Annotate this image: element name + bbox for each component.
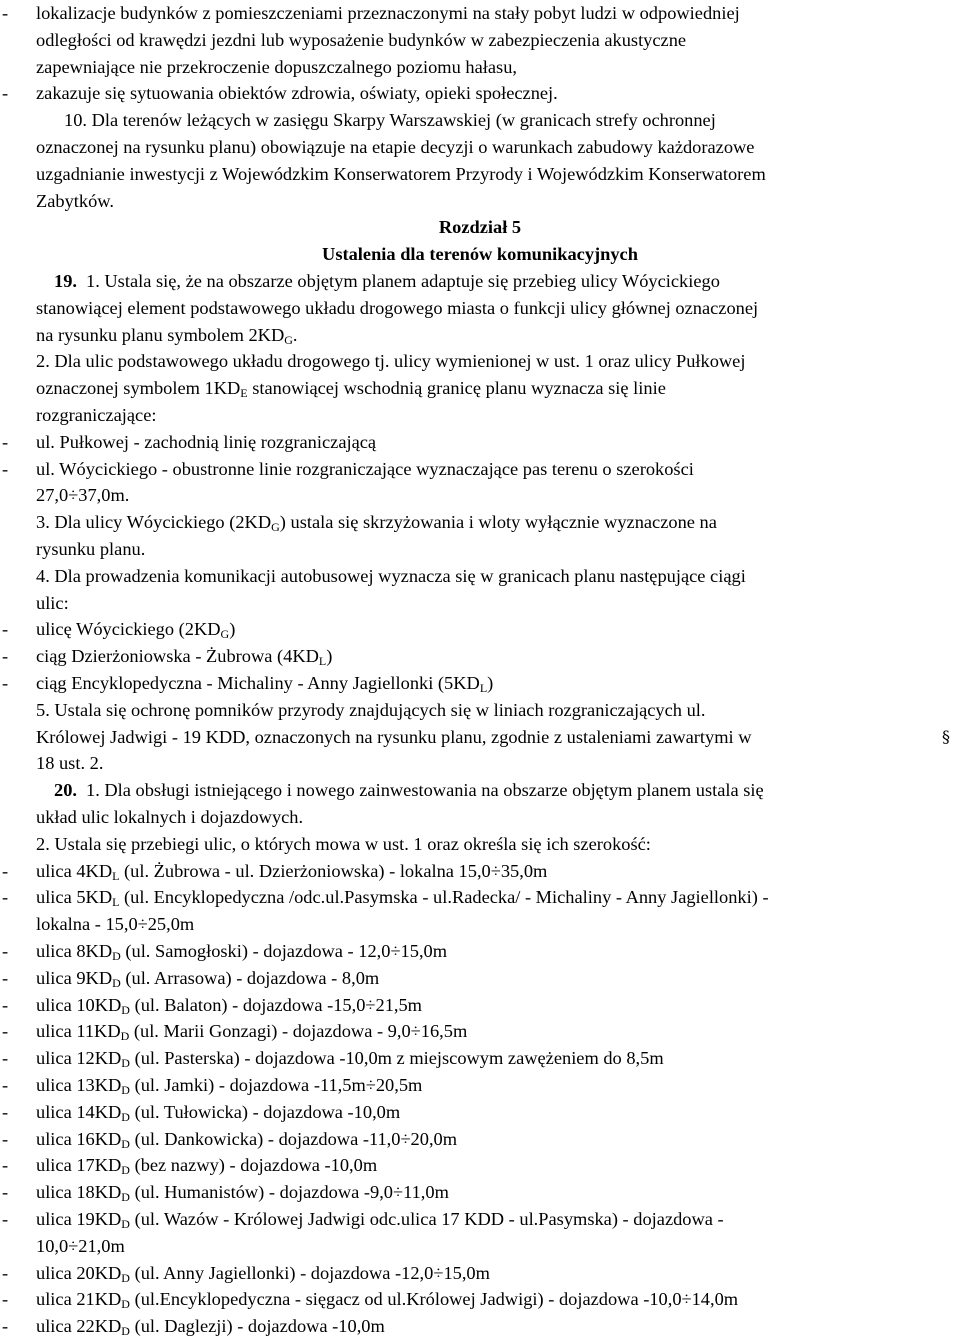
street-entry-subscript: D xyxy=(121,1297,130,1312)
symbol-text-tail: stanowiącej wschodnią granicę planu wyznacza się linie xyxy=(247,378,666,399)
symbol-text-subscript: L xyxy=(318,654,327,669)
street-list-item xyxy=(0,1286,960,1313)
street-list-item xyxy=(0,938,960,965)
list-dash: - xyxy=(2,1101,9,1122)
street-entry-subscript: L xyxy=(112,895,120,910)
symbol-text-subscript: E xyxy=(240,386,248,401)
street-entry xyxy=(36,858,547,885)
text-line xyxy=(0,509,960,536)
list-dash: - xyxy=(2,458,9,479)
street-entry-text: ulica 18KD xyxy=(36,1182,122,1203)
list-dash: - xyxy=(2,1048,9,1069)
street-entry-tail: (ul. Anny Jagiellonki) - dojazdowa -12,0÷15,0m xyxy=(129,1262,490,1283)
list-dash: - xyxy=(2,1021,9,1042)
symbol-text-subscript: G xyxy=(220,627,230,642)
street-list-item xyxy=(0,1179,960,1206)
text-line xyxy=(0,295,960,322)
street-entry-text: ulica 12KD xyxy=(36,1048,122,1069)
symbol-text-subscript: L xyxy=(479,681,488,695)
list-dash: - xyxy=(2,1075,9,1095)
street-entry xyxy=(36,1179,449,1206)
street-entry-tail: (ul. Marii Gonzagi) - dojazdowa - 9,0÷16,5m xyxy=(129,1021,468,1042)
line-text: rysunku planu. xyxy=(36,539,146,559)
street-entry xyxy=(36,1045,664,1072)
street-list-item xyxy=(0,1152,960,1179)
text-line xyxy=(0,831,960,858)
text-line xyxy=(0,27,960,54)
line-text: 10. Dla terenów leżących w zasięgu Skarpy Warszawskiej (w granicach strefy ochronnej xyxy=(64,110,716,131)
list-dash: - xyxy=(2,1262,9,1283)
text-line xyxy=(0,643,960,670)
street-entry-subscript: D xyxy=(121,1270,130,1285)
text-line xyxy=(0,804,960,831)
line-text: 1. Ustala się, że na obszarze objętym planem adaptuje się przebieg ulicy Wóycickiego xyxy=(86,271,720,291)
paragraph-number: 20. xyxy=(54,780,77,801)
street-entry-text: ulica 9KD xyxy=(36,967,113,988)
street-entry xyxy=(36,965,379,992)
street-list-item xyxy=(0,1072,960,1099)
text-line xyxy=(0,402,960,429)
text-line xyxy=(0,456,960,483)
line-text: stanowiącej element podstawowego układu drogowego miasta o funkcji ulicy głównej oznaczonej xyxy=(36,297,759,318)
symbol-text xyxy=(36,643,332,670)
list-dash: - xyxy=(2,1128,9,1149)
text-line xyxy=(0,322,960,349)
line-text: ulic: xyxy=(36,592,69,613)
street-entry-subscript: D xyxy=(121,1056,130,1071)
street-entry-text: ulica 10KD xyxy=(36,994,122,1015)
street-entry-tail: (ul. Żubrowa - ul. Dzierżoniowska) - lokalna 15,0÷35,0m xyxy=(119,860,548,881)
section-symbol: § xyxy=(942,726,950,746)
line-text: układ ulic lokalnych i dojazdowych. xyxy=(36,807,304,827)
line-text: zakazuje się sytuowania obiektów zdrowia, oświaty, opieki społecznej. xyxy=(36,83,558,104)
street-entry xyxy=(36,1072,422,1099)
line-text: ul. Pułkowej - zachodnią linię rozgraniczającą xyxy=(36,431,377,452)
text-line xyxy=(0,563,960,590)
street-entry xyxy=(36,1126,457,1153)
list-dash: - xyxy=(2,994,9,1015)
line-text: Królowej Jadwigi - 19 KDD, oznaczonych na rysunku planu, zgodnie z ustaleniami zawartymi w xyxy=(36,726,752,747)
symbol-text xyxy=(36,670,493,697)
text-line xyxy=(0,482,960,509)
text-line xyxy=(0,616,960,643)
symbol-text xyxy=(36,616,235,643)
list-dash: - xyxy=(2,673,9,693)
line-text: Zabytków. xyxy=(36,190,114,211)
line-text: odległości od krawędzi jezdni lub wyposażenie budynków w zabezpieczenia akustyczne xyxy=(36,29,687,50)
street-list-item xyxy=(0,858,960,885)
text-line xyxy=(0,348,960,375)
street-entry-text: ulica 11KD xyxy=(36,1021,121,1042)
street-entry-text: ulica 21KD xyxy=(36,1289,122,1310)
text-line xyxy=(0,0,960,27)
street-entry-tail: (ul. Samogłoski) - dojazdowa - 12,0÷15,0m xyxy=(120,941,448,961)
street-entry xyxy=(36,1260,490,1287)
street-entry xyxy=(36,938,447,965)
street-entry-subscript: D xyxy=(120,1029,130,1044)
list-dash: - xyxy=(2,619,9,640)
street-list-item xyxy=(0,884,960,911)
street-entry xyxy=(36,992,422,1019)
line-text: 18 ust. 2. xyxy=(36,753,104,774)
street-entry-subscript: D xyxy=(121,1109,130,1124)
list-dash: - xyxy=(2,1316,9,1337)
list-dash: - xyxy=(2,3,9,23)
street-entry-tail: (ul. Tułowicka) - dojazdowa -10,0m xyxy=(129,1101,401,1122)
symbol-text-tail: ) ustala się skrzyżowania i wloty wyłącznie wyznaczone na xyxy=(279,512,717,533)
symbol-text-tail: ) xyxy=(326,646,333,667)
line-text: ul. Wóycickiego - obustronne linie rozgraniczające wyznaczające pas terenu o szerokości xyxy=(36,458,694,479)
street-entry xyxy=(36,1206,724,1233)
symbol-text-tail: . xyxy=(292,324,298,345)
list-dash: - xyxy=(2,83,9,104)
symbol-text-tail: ) xyxy=(229,619,236,640)
street-list-item xyxy=(0,1099,960,1126)
street-entry-text: ulica 8KD xyxy=(36,941,113,961)
symbol-text-text: ciąg Dzierżoniowska - Żubrowa (4KD xyxy=(36,646,319,667)
symbol-text-text: ciąg Encyklopedyczna - Michaliny - Anny Jagiellonki (5KD xyxy=(36,673,480,693)
line-text: 2. Dla ulic podstawowego układu drogowego tj. ulicy wymienionej w ust. 1 oraz ulicy Pułkowej xyxy=(36,351,746,372)
street-entry-tail: (ul. Jamki) - dojazdowa -11,5m÷20,5m xyxy=(129,1075,423,1095)
text-line xyxy=(0,670,960,697)
street-entry-subscript: D xyxy=(112,949,121,963)
symbol-text-subscript: G xyxy=(284,332,293,347)
street-entry-text: ulica 5KD xyxy=(36,887,113,908)
street-entry-tail: (ul. Balaton) - dojazdowa -15,0÷21,5m xyxy=(129,994,422,1015)
line-text: lokalna - 15,0÷25,0m xyxy=(36,914,195,935)
street-entry-text: ulica 19KD xyxy=(36,1209,122,1229)
symbol-text-text: ulicę Wóycickiego (2KD xyxy=(36,619,221,640)
street-list-item xyxy=(0,1018,960,1045)
street-entry-text: ulica 22KD xyxy=(36,1316,122,1337)
text-line xyxy=(0,697,960,724)
street-entry-text: ulica 4KD xyxy=(36,860,113,881)
street-list-item xyxy=(0,1260,960,1287)
paragraph-20-line xyxy=(0,777,960,804)
street-entry-tail: (ul. Pasterska) - dojazdowa -10,0m z miejscowym zawężeniem do 8,5m xyxy=(129,1048,664,1069)
list-dash: - xyxy=(2,967,9,988)
street-entry xyxy=(36,884,769,911)
street-entry-subscript: D xyxy=(112,975,121,990)
symbol-text-text: na rysunku planu symbolem 2KD xyxy=(36,324,285,345)
line-text: 1. Dla obsługi istniejącego i nowego zainwestowania na obszarze objętym planem ustala się xyxy=(86,780,764,801)
street-entry-text: ulica 16KD xyxy=(36,1128,122,1149)
street-entry-tail: (ul. Wazów - Królowej Jadwigi odc.ulica 17 KDD - ul.Pasymska) - dojazdowa - xyxy=(129,1209,724,1229)
street-list-item xyxy=(0,992,960,1019)
list-dash: - xyxy=(2,887,9,908)
street-entry-subscript: D xyxy=(121,1136,130,1151)
line-text: 27,0÷37,0m. xyxy=(36,485,130,506)
symbol-text xyxy=(36,322,298,349)
street-list-item-continuation xyxy=(0,1233,960,1260)
street-entry xyxy=(36,1313,385,1340)
street-entry-subscript: D xyxy=(121,1190,130,1205)
symbol-text-subscript: G xyxy=(271,520,280,535)
street-entry xyxy=(36,1152,377,1179)
text-line xyxy=(0,80,960,107)
street-entry-text: ulica 13KD xyxy=(36,1075,122,1095)
street-entry-tail: (ul. Arrasowa) - dojazdowa - 8,0m xyxy=(120,967,380,988)
street-list-item xyxy=(0,1126,960,1153)
street-entry-tail: (ul.Encyklopedyczna - sięgacz od ul.Królowej Jadwigi) - dojazdowa -10,0÷14,0m xyxy=(129,1289,739,1310)
street-entry-tail: (ul. Encyklopedyczna /odc.ul.Pasymska - ul.Radecka/ - Michaliny - Anny Jagiellonki) - xyxy=(119,887,769,908)
list-dash: - xyxy=(2,1155,9,1176)
chapter-title: Rozdział 5 xyxy=(438,217,522,238)
street-list-item xyxy=(0,965,960,992)
paragraph-19-line xyxy=(0,268,960,295)
paragraph-number: 19. xyxy=(54,271,77,291)
symbol-text-text: 3. Dla ulicy Wóycickiego (2KD xyxy=(36,512,272,533)
line-text: lokalizacje budynków z pomieszczeniami przeznaczonymi na stały pobyt ludzi w odpowiedniej xyxy=(36,3,740,23)
street-entry-tail: (ul. Daglezji) - dojazdowa -10,0m xyxy=(129,1316,385,1337)
list-dash: - xyxy=(2,1289,9,1310)
line-text: rozgraniczające: xyxy=(36,405,157,425)
text-line xyxy=(0,536,960,563)
list-dash: - xyxy=(2,646,9,667)
text-line xyxy=(0,54,960,81)
street-entry-subscript: D xyxy=(121,1002,130,1017)
list-dash: - xyxy=(2,1182,9,1203)
text-line xyxy=(0,590,960,617)
symbol-text-text: oznaczonej symbolem 1KD xyxy=(36,378,241,399)
street-list-item-continuation xyxy=(0,911,960,938)
list-dash: - xyxy=(2,1209,9,1229)
line-text: zapewniające nie przekroczenie dopuszczalnego poziomu hałasu, xyxy=(36,56,517,77)
line-text: oznaczonej na rysunku planu) obowiązuje na etapie decyzji o warunkach zabudowy każdorazowe xyxy=(36,137,755,157)
line-text: 10,0÷21,0m xyxy=(36,1235,125,1256)
line-text: 2. Ustala się przebiegi ulic, o których mowa w ust. 1 oraz określa się ich szerokość: xyxy=(36,833,651,854)
text-line xyxy=(0,750,960,777)
line-text: 5. Ustala się ochronę pomników przyrody znajdujących się w liniach rozgraniczających ul. xyxy=(36,699,706,720)
street-entry-text: ulica 17KD xyxy=(36,1155,122,1176)
text-line xyxy=(0,107,960,134)
symbol-text xyxy=(36,509,717,536)
street-entry-subscript: D xyxy=(121,1217,130,1231)
street-entry-subscript: D xyxy=(121,1324,130,1339)
street-entry xyxy=(36,1099,400,1126)
text-line xyxy=(0,161,960,188)
symbol-text-tail: ) xyxy=(487,673,494,693)
street-entry-subscript: D xyxy=(121,1083,130,1097)
line-text: 4. Dla prowadzenia komunikacji autobusowej wyznacza się w granicach planu następujące ciągi xyxy=(36,565,746,586)
street-list-item xyxy=(0,1206,960,1233)
street-entry-subscript: D xyxy=(121,1163,130,1178)
street-entry xyxy=(36,1286,738,1313)
list-dash: - xyxy=(2,941,9,961)
chapter-subtitle: Ustalenia dla terenów komunikacyjnych xyxy=(322,244,638,265)
text-line xyxy=(0,375,960,402)
street-entry-tail: (ul. Dankowicka) - dojazdowa -11,0÷20,0m xyxy=(129,1128,458,1149)
street-entry-subscript: L xyxy=(112,868,120,883)
street-entry xyxy=(36,1018,467,1045)
text-line xyxy=(0,724,960,751)
street-entry-tail: (ul. Humanistów) - dojazdowa -9,0÷11,0m xyxy=(129,1182,449,1203)
text-line xyxy=(0,188,960,215)
line-text: uzgadnianie inwestycji z Wojewódzkim Konserwatorem Przyrody i Wojewódzkim Konserwatorem xyxy=(36,163,766,184)
street-list-item xyxy=(0,1045,960,1072)
street-entry-text: ulica 14KD xyxy=(36,1101,122,1122)
street-list-item xyxy=(0,1313,960,1340)
list-dash: - xyxy=(2,431,9,452)
street-entry-text: ulica 20KD xyxy=(36,1262,122,1283)
symbol-text xyxy=(36,375,666,402)
street-entry-tail: (bez nazwy) - dojazdowa -10,0m xyxy=(129,1155,378,1176)
list-dash: - xyxy=(2,860,9,881)
text-line xyxy=(0,429,960,456)
text-line xyxy=(0,134,960,161)
